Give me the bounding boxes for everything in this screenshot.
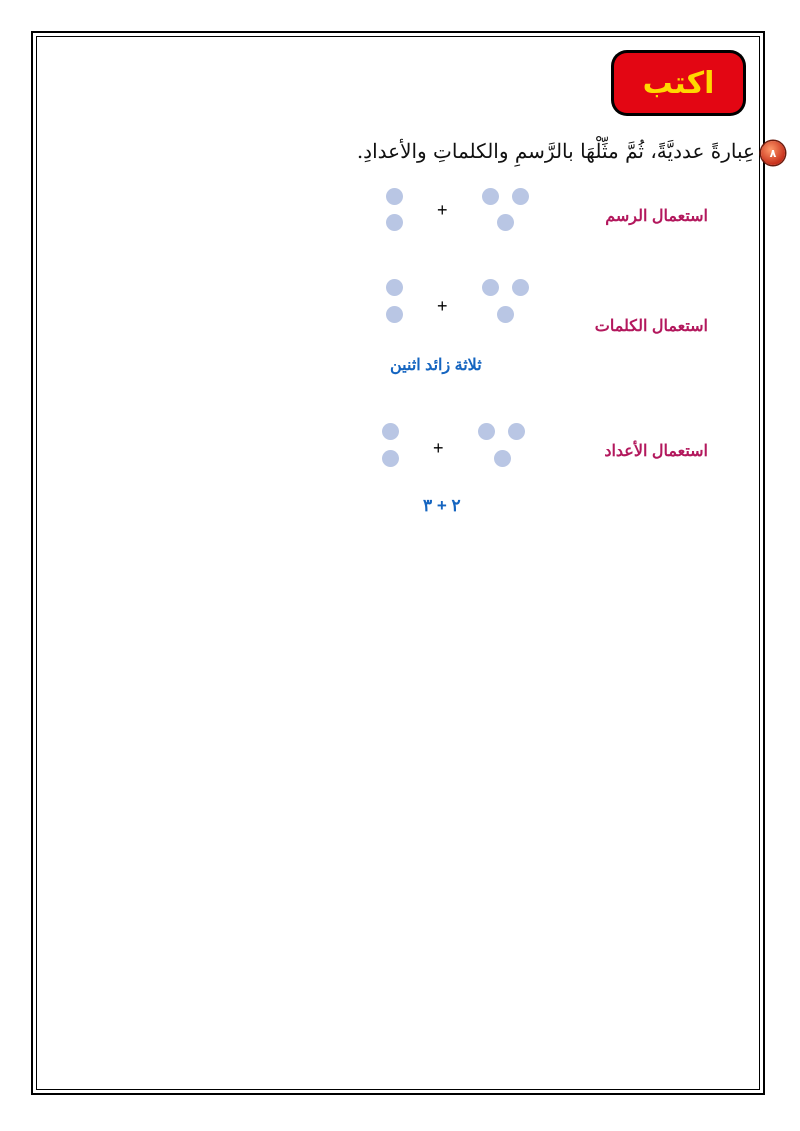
counter-dot xyxy=(482,188,499,205)
counter-dot xyxy=(386,188,403,205)
counter-dot xyxy=(494,450,511,467)
row-label-numbers: استعمال الأعداد xyxy=(604,443,708,460)
counter-dot xyxy=(382,450,399,467)
row-label-words: استعمال الكلمات xyxy=(594,318,708,335)
write-badge-label: اكتب xyxy=(642,65,715,101)
counter-dot xyxy=(497,214,514,231)
answer-numbers: ٢ + ٣ xyxy=(423,496,461,515)
question-number-icon: ٨ xyxy=(761,141,785,165)
plus-sign: + xyxy=(433,438,444,458)
plus-sign: + xyxy=(437,296,448,316)
counter-dot xyxy=(382,423,399,440)
row-label-drawing: استعمال الرسم xyxy=(605,208,708,225)
write-badge-fill xyxy=(614,53,743,113)
counter-dot xyxy=(386,306,403,323)
counter-dot xyxy=(482,279,499,296)
answer-words: ثلاثة زائد اثنين xyxy=(390,357,482,374)
counter-dot xyxy=(508,423,525,440)
counter-dot xyxy=(478,423,495,440)
counter-dot xyxy=(386,214,403,231)
counter-dot xyxy=(512,188,529,205)
counter-dot xyxy=(512,279,529,296)
write-badge xyxy=(611,50,746,116)
question-text: عِبارةً عدديَّةً، ثُمَّ مثِّلْهَا بالرَّسمِ والكلماتِ والأعدادِ. xyxy=(356,139,755,163)
plus-sign: + xyxy=(437,200,448,220)
counter-dot xyxy=(386,279,403,296)
counter-dot xyxy=(497,306,514,323)
